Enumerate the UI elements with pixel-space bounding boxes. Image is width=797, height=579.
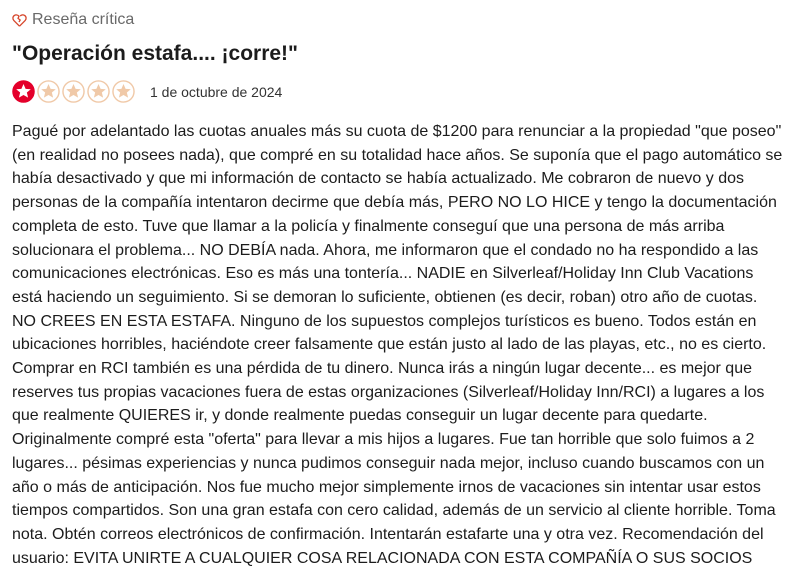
review-title: "Operación estafa.... ¡corre!" [12, 42, 299, 65]
review-date: 1 de octubre de 2024 [150, 83, 283, 100]
review-body [12, 120, 793, 570]
review-body-line: reserves tus propias vacaciones fuera de estas organizaciones (Silverleaf/Holiday Inn/RCI) a lugares a los [12, 383, 765, 401]
review-body-line: usuario: EVITA UNIRTE A CUALQUIER COSA RELACIONADA CON ESTA COMPAÑÍA O SUS SOCIOS [12, 549, 753, 567]
review-body-line: Comprar en RCI también es una pérdida de tu dinero. Nunca irás a ningún lugar decente... es mejor que [12, 360, 752, 378]
tag-label: Reseña crítica [32, 11, 135, 28]
review-body-line: personas de la compañía intentaron decirme que debía más, PERO NO LO HICE y tengo la documentación [12, 194, 777, 212]
star-empty-icon [62, 80, 85, 103]
review-body-line: ubicaciones horribles, haciéndote creer falsamente que están justo al lado de las playas, etc., no es cierto. [12, 336, 767, 354]
rating-row [12, 79, 282, 104]
review-body-line: está haciendo un seguimiento. Si se demoran lo suficiente, obtienen (es decir, roban) otro año de cuotas. [12, 288, 758, 306]
review-body-line: nota. Obtén correos electrónicos de confirmación. Intentarán estafarte una y otra vez. Recomendación del [12, 525, 764, 543]
review-body-line: Pagué por adelantado las cuotas anuales más su cuota de $1200 para renunciar a la propiedad "que poseo" [12, 123, 782, 140]
review-body-line: había desactivado y que mi información de contacto se había actualizado. Me cobraron de nuevo y dos [12, 170, 745, 188]
review-body-line: lugares... pésimas experiencias y nunca pudimos conseguir nada mejor, incluso cuando buscamos con un [12, 454, 765, 472]
star-rating [12, 80, 137, 103]
star-empty-icon [112, 80, 135, 103]
review-body-line: que realmente QUIERES ir, y donde realmente puedas conseguir un lugar decente para quedarte. [12, 407, 708, 425]
review-body-line: completa de esto. Tuve que llamar a la policía y finalmente conseguí que una persona de más arriba [12, 217, 725, 235]
review-body-line: solucionara el problema... NO DEBÍA nada. Ahora, me informaron que el condado no ha respondido a las [12, 241, 759, 259]
review-body-line: año o más de anticipación. Nos fue mucho mejor simplemente irnos de vacaciones sin intentar usar estos [12, 478, 761, 496]
review-body-line: Originalmente compré esta "oferta" para llevar a mis hijos a lugares. Fue tan horrible que solo fuimos a 2 [12, 431, 755, 449]
star-empty-icon [87, 80, 110, 103]
star-filled-icon [12, 80, 35, 103]
broken-heart-icon [12, 13, 27, 28]
review-body-line: (en realidad no posees nada), que compré en su totalidad hace años. Se suponía que el pago automático se [12, 146, 783, 164]
critical-review-tag [12, 10, 134, 30]
review-body-line: comunicaciones electrónicas. Eso es más una tontería... NADIE en Silverleaf/Holiday Inn Club Vacations [12, 265, 754, 283]
review-body-line: NO CREES EN ESTA ESTAFA. Ninguno de los supuestos complejos turísticos es bueno. Todos están en [12, 312, 757, 330]
star-empty-icon [37, 80, 60, 103]
review-body-line: tiempos compartidos. Son una gran estafa con cero calidad, además de un servicio al cliente horrible. Toma [12, 502, 776, 520]
